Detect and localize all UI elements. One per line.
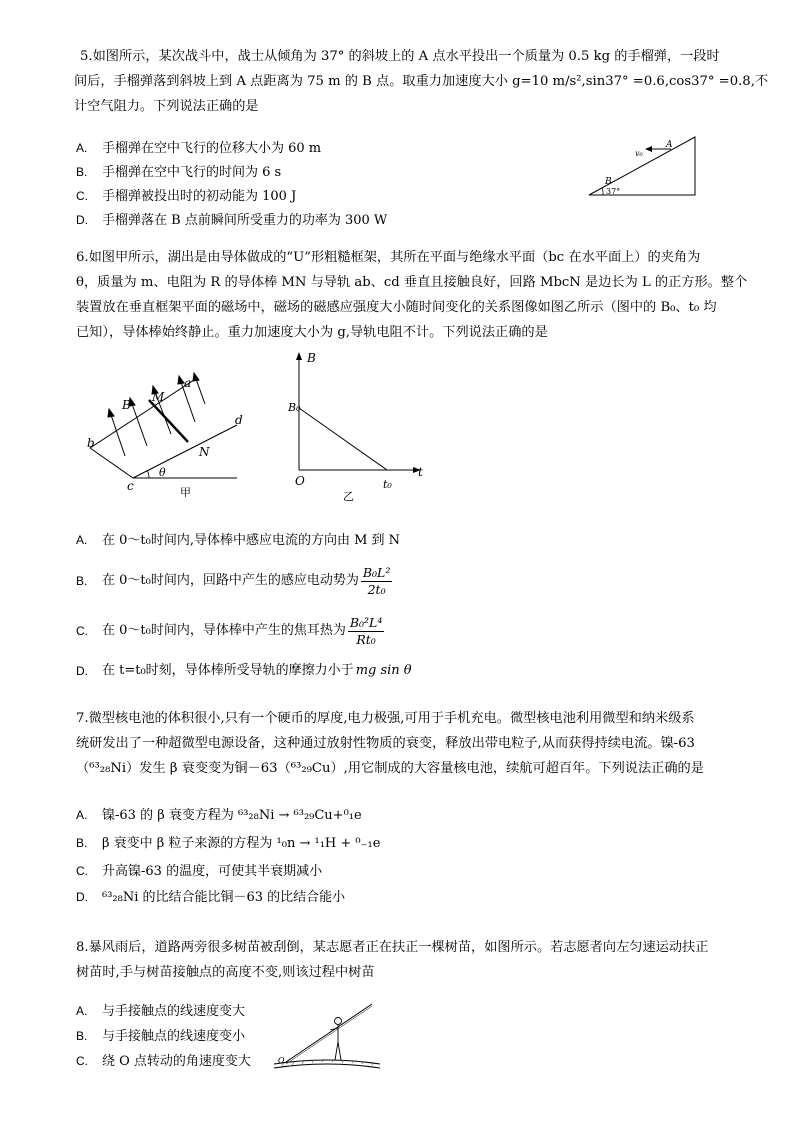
option-text: 镍-63 的 β 衰变方程为 ⁶³₂₈Ni → ⁶³₂₉Cu+⁰₁e [102, 808, 362, 823]
sapling-edge [286, 1006, 372, 1064]
v0-label: v₀ [635, 149, 643, 158]
q8-option-a[interactable] [76, 1003, 251, 1028]
q6-option-c[interactable] [76, 608, 412, 654]
q6-stem [76, 245, 766, 345]
option-text: 手榴弹被投出时的初动能为 100 J [102, 189, 297, 204]
label-t0: t₀ [383, 478, 392, 491]
option-label: A. [76, 808, 88, 822]
q8-sapling-figure [272, 1000, 382, 1075]
q5-option-d[interactable] [76, 212, 387, 236]
q7-option-c[interactable] [76, 863, 380, 889]
option-text: 在 0～t₀时间内，回路中产生的感应电动势为 [102, 573, 359, 588]
option-text: 升高镍-63 的温度，可使其半衰期减小 [102, 864, 323, 879]
q5-stem-line-2: 间后，手榴弹落到斜坡上到 A 点距离为 75 m 的 B 点。取重力加速度大小 g=10 m/s²,sin37° =0.6,cos37° =0.8,不 [74, 74, 769, 89]
label-axis-B: B [307, 351, 316, 365]
label-origin: O [295, 474, 305, 488]
angle-arc [602, 188, 603, 195]
fraction-numerator: B₀L² [362, 564, 391, 580]
q7-stem-line-2: 统研发出了一种超微型电源设备，这种通过放射性物质的衰变，释放出带电粒子,从而获得持续电流。镍-63 [76, 736, 695, 751]
q5-slope-figure [585, 133, 705, 203]
rail-bc [90, 448, 133, 478]
sapling [286, 1004, 372, 1062]
option-text: 在 t=t₀时刻，导体棒所受导轨的摩擦力小于 [102, 663, 354, 678]
option-label: D. [76, 890, 88, 904]
rod-mn [149, 400, 188, 442]
option-label: D. [76, 664, 88, 678]
b-t-line [299, 408, 387, 470]
emf-fraction [361, 566, 393, 597]
volunteer-head [335, 1018, 342, 1025]
angle-label: 37° [606, 187, 621, 196]
q6-options [76, 532, 412, 684]
q6-option-a[interactable] [76, 532, 412, 558]
option-text: 手榴弹在空中飞行的时间为 6 s [102, 165, 282, 180]
option-text: 在 0～t₀时间内，导体棒中产生的焦耳热为 [102, 623, 346, 638]
point-b-label: B [605, 177, 612, 187]
point-a-label: A [666, 140, 673, 150]
q8-option-c[interactable] [76, 1053, 251, 1078]
q5-option-a[interactable] [76, 140, 387, 164]
q8-options [76, 1003, 251, 1078]
theta-arc [147, 470, 149, 478]
heat-fraction [348, 616, 385, 647]
option-text: 手榴弹在空中飞行的位移大小为 60 m [102, 141, 322, 156]
label-N: N [199, 445, 210, 459]
q5-stem [74, 44, 769, 119]
pivot-o-label: O [278, 1056, 285, 1065]
q6-stem-line-2: θ，质量为 m、电阻为 R 的导体棒 MN 与导轨 ab、cd 垂直且接触良好，回路 MbcN 是边长为 L 的正方形。整个 [76, 275, 748, 290]
q5-stem-line-1: 5.如图所示，某次战斗中，战士从倾角为 37° 的斜坡上的 A 点水平投出一个质量为 0.5 kg 的手榴弹，一段时 [80, 49, 720, 64]
q7-stem-line-1: 7.微型核电池的体积很小,只有一个硬币的厚度,电力极强,可用于手机充电。微型核电池利用微型和纳米级系 [76, 711, 695, 726]
option-label: B. [76, 836, 88, 850]
q5-options [76, 140, 387, 236]
label-b: b [87, 436, 95, 450]
option-label: A. [76, 533, 88, 547]
option-text: 手榴弹落在 B 点前瞬间所受重力的功率为 300 W [102, 213, 388, 228]
option-label: B. [76, 1029, 88, 1043]
q8-stem-line-1: 8.暴风雨后，道路两旁很多树苗被刮倒，某志愿者正在扶正一棵树苗，如图所示。若志愿者向左匀速运动扶正 [76, 940, 709, 955]
option-label: C. [76, 1054, 88, 1068]
option-label: C. [76, 189, 88, 203]
ground-curve [274, 1060, 380, 1064]
label-axis-t: t [418, 465, 423, 479]
q8-stem-line-2: 树苗时,手与树苗接触点的高度不变,则该过程中树苗 [76, 965, 375, 980]
option-label: D. [76, 213, 88, 227]
q7-options [76, 807, 380, 915]
option-label: C. [76, 624, 88, 638]
q6-option-b[interactable] [76, 558, 412, 604]
option-label: B. [76, 165, 88, 179]
volunteer-leg-right [338, 1042, 341, 1060]
volunteer-leg-left [335, 1042, 338, 1060]
q5-option-b[interactable] [76, 164, 387, 188]
option-text: 在 0～t₀时间内,导体棒中感应电流的方向由 M 到 N [102, 533, 401, 548]
q7-stem [76, 706, 766, 781]
q6-figure-yi [285, 348, 430, 503]
ground-curve-lower [274, 1064, 380, 1068]
q6-stem-line-4: 已知），导体棒始终静止。重力加速度大小为 g,导轨电阻不计。下列说法正确的是 [76, 325, 548, 340]
fraction-denominator: Rt₀ [356, 631, 376, 647]
label-d: d [235, 413, 243, 427]
option-label: B. [76, 574, 88, 588]
axis-b-arrow [296, 352, 302, 360]
caption-jia: 甲 [180, 486, 191, 499]
q7-option-d[interactable] [76, 889, 380, 915]
q6-stem-line-3: 装置放在垂直框架平面的磁场中，磁场的磁感应强度大小随时间变化的关系图像如图乙所示（图中的 B₀、t₀ 均 [76, 300, 717, 315]
q6-option-d[interactable] [76, 658, 412, 684]
option-text: 与手接触点的线速度变大 [102, 1004, 246, 1019]
q5-stem-line-3: 计空气阻力。下列说法正确的是 [74, 99, 259, 114]
option-label: A. [76, 1004, 88, 1018]
option-text: ⁶³₂₈Ni 的比结合能比铜－63 的比结合能小 [102, 890, 346, 905]
q8-option-b[interactable] [76, 1028, 251, 1053]
fraction-numerator: B₀²L⁴ [349, 614, 383, 630]
q6-figure-jia [85, 370, 255, 505]
q7-stem-line-3: （⁶³₂₈Ni）发生 β 衰变变为铜－63（⁶³₂₉Cu）,用它制成的大容量核电池，续航可超百年。下列说法正确的是 [76, 761, 704, 776]
label-B: B [122, 398, 131, 412]
q6-stem-line-1: 6.如图甲所示，湖出是由导体做成的“U”形粗糙框架，其所在平面与绝缘水平面（bc 在水平面上）的夹角为 [76, 250, 701, 265]
q7-option-a[interactable] [76, 807, 380, 835]
label-c: c [127, 479, 134, 493]
label-B0: B₀ [288, 401, 301, 414]
rail-cd [133, 425, 237, 478]
label-M: M [152, 390, 165, 404]
option-text: 绕 O 点转动的角速度变大 [102, 1054, 251, 1069]
option-label: C. [76, 864, 88, 878]
label-a: a [184, 376, 192, 390]
fraction-denominator: 2t₀ [367, 581, 386, 597]
option-text: β 衰变中 β 粒子来源的方程为 ¹₀n → ¹₁H + ⁰₋₁e [102, 836, 381, 851]
q7-option-b[interactable] [76, 835, 380, 863]
friction-expression: mg sin θ [355, 663, 412, 678]
velocity-arrowhead [645, 146, 652, 152]
label-theta: θ [159, 466, 166, 479]
option-label: A. [76, 141, 88, 155]
q5-option-c[interactable] [76, 188, 387, 212]
q8-stem [76, 935, 766, 985]
option-text: 与手接触点的线速度变小 [102, 1029, 246, 1044]
caption-yi: 乙 [343, 490, 354, 503]
